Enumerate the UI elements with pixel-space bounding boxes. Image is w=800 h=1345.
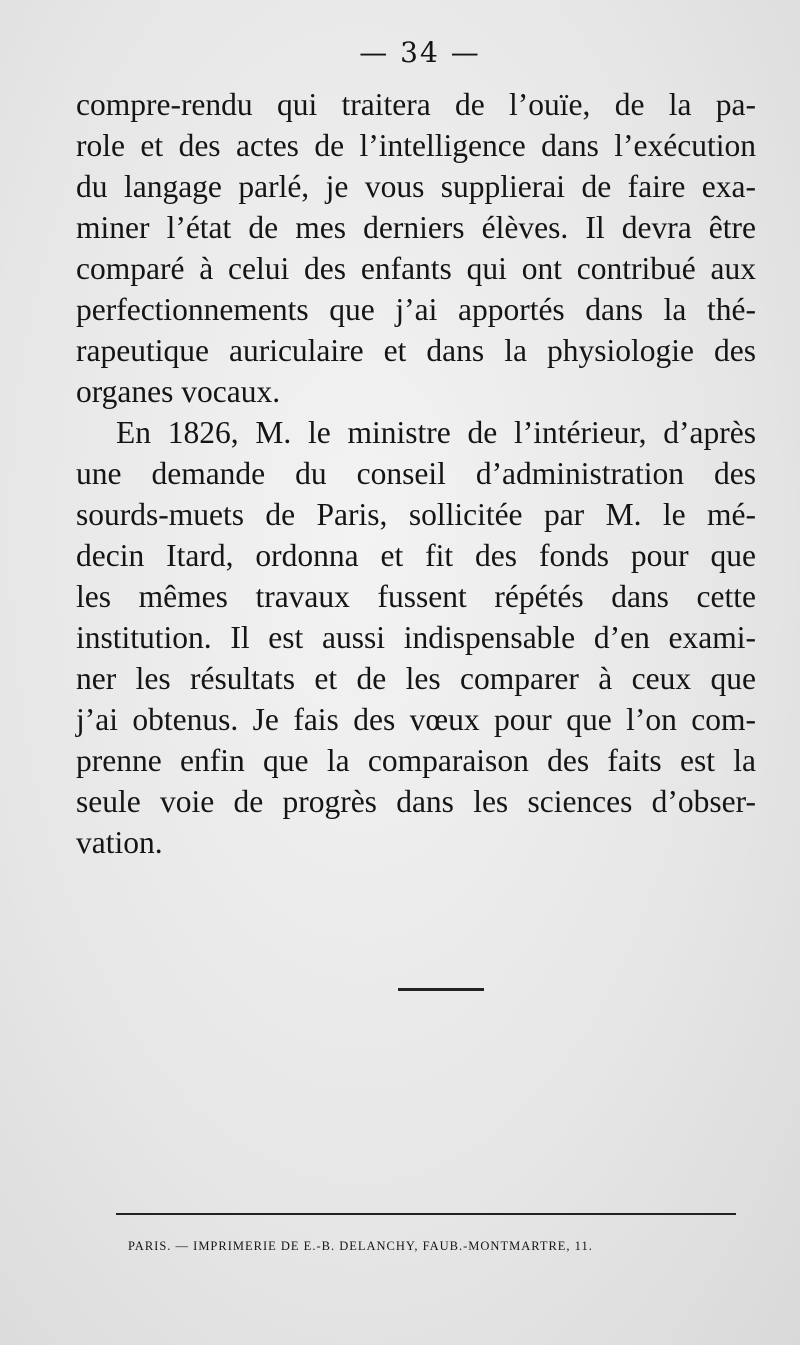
text-line: En 1826, M. le ministre de l’intérieur, d’après xyxy=(116,415,756,450)
text-line: seule voie de progrès dans les sciences d’obser- xyxy=(76,784,756,819)
text-line: institution. Il est aussi indispensable d’en exami- xyxy=(76,620,756,655)
printer-imprint: PARIS. — IMPRIMERIE DE E.-B. DELANCHY, FAUB.-MONTMARTRE, 11. xyxy=(128,1239,593,1253)
text-line: prenne enfin que la comparaison des faits est la xyxy=(76,743,756,778)
text-line: decin Itard, ordonna et fit des fonds pour que xyxy=(76,538,756,573)
text-line: organes vocaux. xyxy=(76,374,281,409)
body-text xyxy=(76,84,756,863)
text-line: miner l’état de mes derniers élèves. Il devra être xyxy=(76,210,756,245)
text-line: rapeutique auriculaire et dans la physiologie des xyxy=(76,333,756,368)
text-line: comparé à celui des enfants qui ont contribué aux xyxy=(76,251,756,286)
text-line: j’ai obtenus. Je fais des vœux pour que l’on com- xyxy=(76,702,756,737)
text-line: une demande du conseil d’administration des xyxy=(76,456,756,491)
text-line: role et des actes de l’intelligence dans l’exécution xyxy=(76,128,756,163)
section-divider xyxy=(398,988,484,991)
page-number: — 34 — xyxy=(359,36,481,69)
text-line: perfectionnements que j’ai apportés dans la thé- xyxy=(76,292,756,327)
text-line: ner les résultats et de les comparer à ceux que xyxy=(76,661,756,696)
footer-divider xyxy=(116,1213,736,1215)
text-line: compre-rendu qui traitera de l’ouïe, de la pa- xyxy=(76,87,756,122)
text-line: vation. xyxy=(76,825,163,860)
text-line: les mêmes travaux fussent répétés dans cette xyxy=(76,579,756,614)
text-line: sourds-muets de Paris, sollicitée par M. le mé- xyxy=(76,497,756,532)
text-line: du langage parlé, je vous supplierai de faire exa- xyxy=(76,169,756,204)
